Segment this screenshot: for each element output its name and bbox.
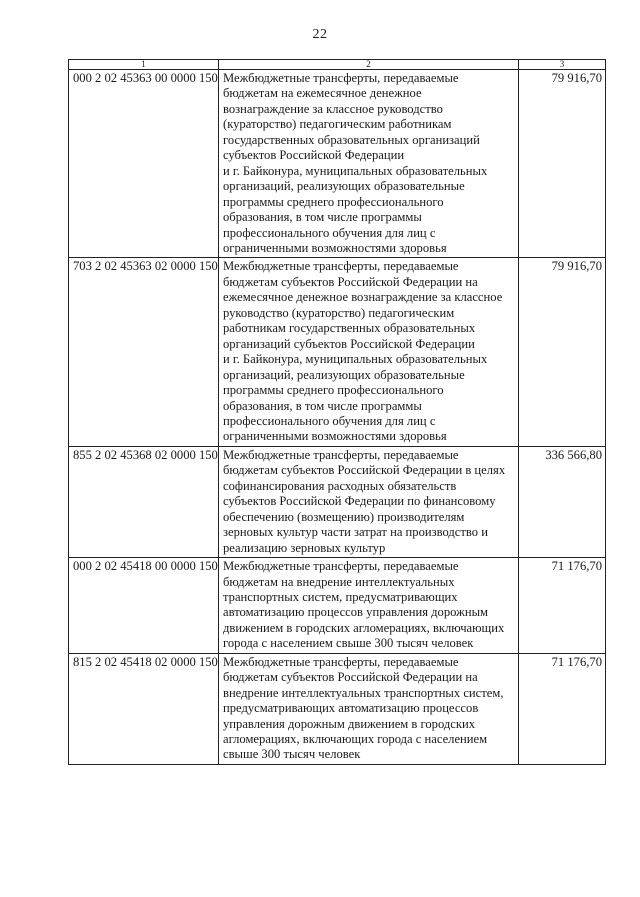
budget-code-cell: 703 2 02 45363 02 0000 150 [69,258,219,446]
table-row [69,70,606,258]
column-header-code: 1 [69,60,219,70]
column-header-description: 2 [219,60,519,70]
amount-cell: 79 916,70 [519,258,606,446]
amount-cell: 71 176,70 [519,558,606,654]
amount-cell: 336 566,80 [519,446,606,557]
description-cell: Межбюджетные трансферты, передаваемые бюджетам субъектов Российской Федерации на внедрение интеллектуальных транспортных систем, предусматривающих автоматизацию процессов управления дорожным движением в городских агломерациях, включающих города с населением свыше 300 тысяч человек [219,653,519,764]
budget-code-cell: 000 2 02 45418 00 0000 150 [69,558,219,654]
budget-table [68,59,606,765]
table-header-row [69,60,606,70]
table-row [69,446,606,557]
description-cell: Межбюджетные трансферты, передаваемые бюджетам субъектов Российской Федерации на ежемесячное денежное вознаграждение за классное руководство (кураторство) педагогическим работникам государственных образовательных организаций субъектов Российской Федерации и г. Байконура, муниципальных образовательных организаций, реализующих образовательные программы среднего профессионального образования, в том числе программы профессионального обучения для лиц с ограниченными возможностями здоровья [219,258,519,446]
column-header-amount: 3 [519,60,606,70]
table-row [69,258,606,446]
amount-cell: 79 916,70 [519,70,606,258]
budget-code-cell: 000 2 02 45363 00 0000 150 [69,70,219,258]
page-number: 22 [312,27,328,42]
description-cell: Межбюджетные трансферты, передаваемые бюджетам на ежемесячное денежное вознаграждение за классное руководство (кураторство) педагогическим работникам государственных образовательных организаций субъектов Российской Федерации и г. Байконура, муниципальных образовательных организаций, реализующих образовательные программы среднего профессионального образования, в том числе программы профессионального обучения для лиц с ограниченными возможностями здоровья [219,70,519,258]
table-row [69,558,606,654]
description-cell: Межбюджетные трансферты, передаваемые бюджетам на внедрение интеллектуальных транспортных систем, предусматривающих автоматизацию процессов управления дорожным движением в городских агломерациях, включающих города с населением свыше 300 тысяч человек [219,558,519,654]
amount-cell: 71 176,70 [519,653,606,764]
budget-code-cell: 855 2 02 45368 02 0000 150 [69,446,219,557]
description-cell: Межбюджетные трансферты, передаваемые бюджетам субъектов Российской Федерации в целях софинансирования расходных обязательств субъектов Российской Федерации по финансовому обеспечению (возмещению) производителям зерновых культур части затрат на производство и реализацию зерновых культур [219,446,519,557]
budget-code-cell: 815 2 02 45418 02 0000 150 [69,653,219,764]
table-row [69,653,606,764]
